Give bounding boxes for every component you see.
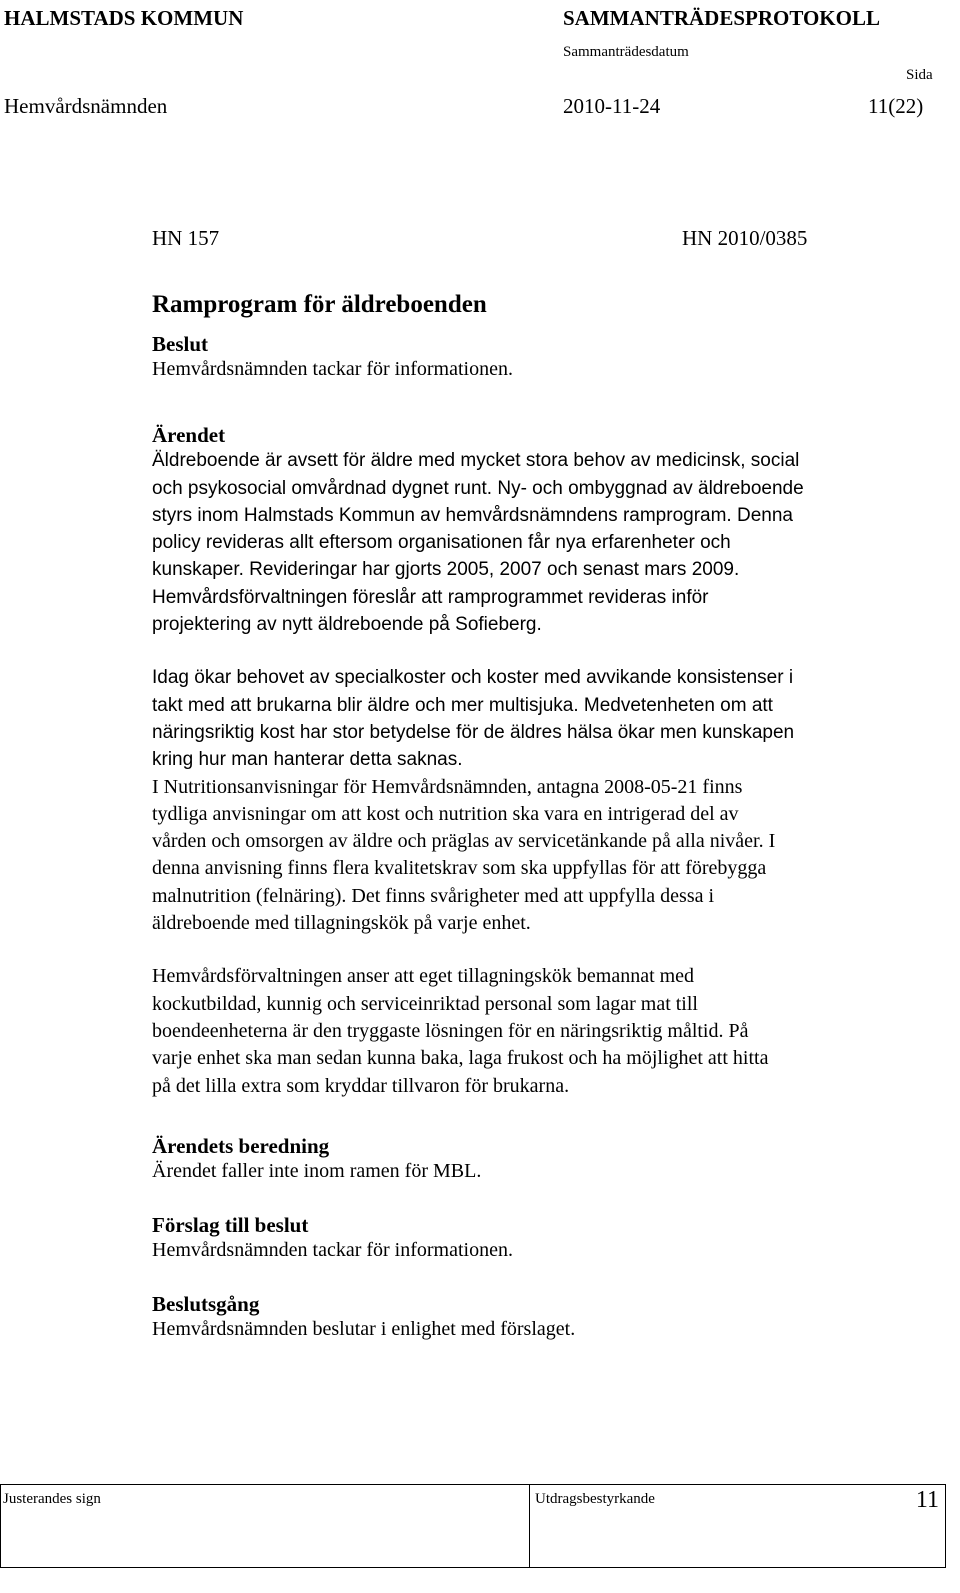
section-beslut (152, 332, 952, 383)
text-line: projektering av nytt äldreboende på Sofieberg. (152, 614, 542, 636)
text-line: kring hur man hanterar detta saknas. (152, 749, 463, 771)
section-beslutsgang (152, 1292, 952, 1343)
text-line: kockutbildad, kunnig och serviceinriktad personal som lagar mat till (152, 992, 698, 1015)
case-reference: HN 2010/0385 (682, 226, 808, 250)
section-heading: Beslut (152, 332, 209, 356)
text-line: Hemvårdsförvaltningen anser att eget tillagningskök bemannat med (152, 965, 695, 988)
text-line: malnutrition (felnäring). Det finns svårigheter med att uppfylla dessa i (152, 884, 715, 907)
section-heading: Förslag till beslut (152, 1213, 309, 1238)
text-line: policy revideras allt eftersom organisationen får nya erfarenheter och (152, 532, 731, 554)
text-line: varje enhet ska man sedan kunna baka, laga frukost och ha möjlighet att hitta (152, 1047, 769, 1070)
text-line: takt med att brukarna blir äldre och mer multisjuka. Medvetenheten om att (152, 694, 773, 716)
text-line: tydliga anvisningar om att kost och nutrition ska vara en intrigerad del av (152, 802, 739, 825)
text-line: och psykosocial omvårdnad dygnet runt. Ny- och ombyggnad av äldreboende (152, 477, 804, 499)
arendet-paragraph-3 (152, 774, 952, 938)
text-line: kunskaper. Revideringar har gjorts 2005, 2007 och senast mars 2009. (152, 559, 740, 581)
text-line: äldreboende med tillagningskök på varje enhet. (152, 912, 531, 935)
section-text: Ärendet faller inte inom ramen för MBL. (152, 1159, 482, 1182)
footer-page-number: 11 (915, 1487, 939, 1513)
section-beredning (152, 1134, 952, 1185)
arendet-paragraph-4 (152, 963, 952, 1099)
text-line: på det lilla extra som kryddar tillvaron för brukarna. (152, 1074, 570, 1097)
text-line: näringsriktig kost har stor betydelse för de äldres hälsa ökar men kunskapen (152, 721, 795, 743)
text-line: Idag ökar behovet av specialkoster och koster med avvikande konsistenser i (152, 667, 794, 689)
text-line: boendeenheterna är den tryggaste lösningen för en näringsriktig måltid. På (152, 1019, 749, 1042)
committee-name: Hemvårdsnämnden (4, 94, 168, 118)
case-number-row (152, 226, 952, 256)
protocol-body (152, 226, 952, 1344)
section-arendet (152, 423, 952, 1100)
text-line: denna anvisning finns flera kvalitetskrav som ska uppfyllas för att förebygga (152, 857, 767, 880)
text-line: Hemvårdsförvaltningen föreslår att ramprogrammet revideras inför (152, 586, 709, 608)
section-heading: Ärendet (152, 423, 226, 448)
footer-divider (529, 1485, 530, 1567)
page-indicator: 11(22) (868, 94, 924, 118)
section-heading: Ärendets beredning (152, 1133, 330, 1158)
date-label: Sammanträdesdatum (563, 44, 689, 60)
section-text: Hemvårdsnämnden beslutar i enlighet med förslaget. (152, 1318, 576, 1341)
meeting-date: 2010-11-24 (563, 94, 661, 118)
justerandes-sign-label: Justerandes sign (3, 1491, 101, 1507)
case-number: HN 157 (152, 226, 220, 250)
case-title: Ramprogram för äldreboenden (152, 291, 487, 318)
org-name: HALMSTADS KOMMUN (4, 6, 244, 30)
arendet-paragraph-2 (152, 664, 952, 773)
section-heading: Beslutsgång (152, 1292, 260, 1317)
section-forslag (152, 1213, 952, 1264)
page-label: Sida (906, 67, 933, 83)
utdragsbestyrkande-label: Utdragsbestyrkande (535, 1491, 655, 1507)
document-type: SAMMANTRÄDESPROTOKOLL (563, 6, 880, 30)
arendet-paragraph-1 (152, 447, 952, 638)
section-text: Hemvårdsnämnden tackar för informationen. (152, 1239, 513, 1262)
section-text: Hemvårdsnämnden tackar för informationen. (152, 358, 513, 380)
text-line: styrs inom Halmstads Kommun av hemvårdsnämndens ramprogram. Denna (152, 504, 793, 526)
signature-footer (0, 1484, 946, 1568)
text-line: vården och omsorgen av äldre och präglas av servicetänkande på alla nivåer. I (152, 830, 776, 853)
text-line: Äldreboende är avsett för äldre med mycket stora behov av medicinsk, social (152, 450, 800, 472)
text-line: I Nutritionsanvisningar för Hemvårdsnämnden, antagna 2008-05-21 finns (152, 775, 743, 798)
